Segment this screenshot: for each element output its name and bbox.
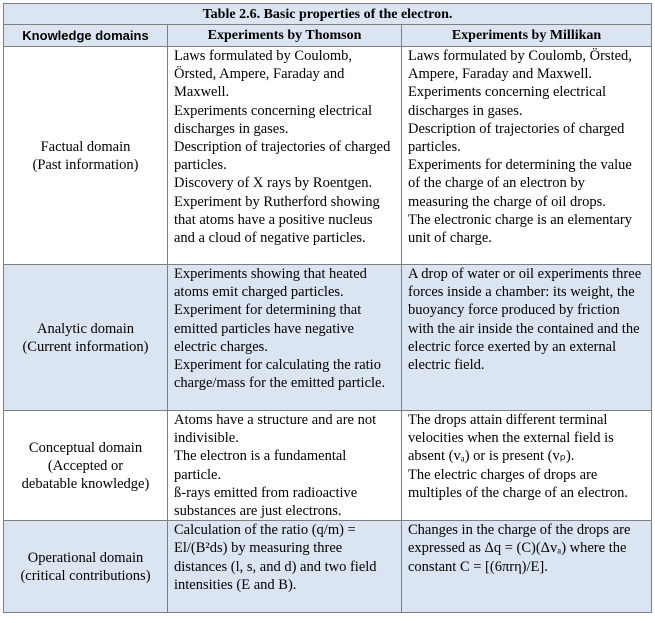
cell-paragraph: Description of trajectories of charged particles. [408, 120, 625, 156]
cell-paragraph: The drops attain different terminal velocities when the external field is absent (vₐ) or is present (vₚ). [408, 412, 614, 465]
cell-paragraph: Experiments concerning electrical discharges in gases. [408, 84, 607, 119]
cell-paragraph: ß-rays emitted from radioactive substances are just electrons. [174, 484, 358, 520]
domain-subtitle: (critical contributions) [20, 567, 151, 584]
cell-paragraph: Calculation of the ratio (q/m) = El/(B²ds) by measuring three distances (l, s, and d) and two field intensities (E and B). [174, 522, 377, 593]
domain-cell [4, 47, 168, 265]
domain-subtitle: (Past information) [32, 156, 139, 173]
cell-paragraph: The electric charges of drops are multiples of the charge of an electron. [408, 466, 628, 501]
cell-paragraph: Experiments concerning electrical discharges in gases. [174, 102, 373, 137]
table-row [4, 521, 652, 613]
domain-title: Factual domain [40, 138, 131, 155]
millikan-cell [402, 411, 652, 521]
domain-title: Conceptual domain [28, 439, 143, 456]
header-millikan: Experiments by Millikan [402, 25, 652, 47]
header-thomson: Experiments by Thomson [168, 25, 402, 47]
cell-paragraph: Laws formulated by Coulomb, Örsted, Ampere, Faraday and Maxwell. [174, 48, 353, 101]
domain-subtitle: (Accepted or [47, 457, 124, 474]
domain-subtitle: debatable knowledge) [21, 475, 150, 492]
domain-title: Analytic domain [36, 320, 135, 337]
table-container [3, 3, 651, 613]
table-row [4, 265, 652, 411]
cell-paragraph: The electron is a fundamental particle. [174, 448, 347, 483]
cell-paragraph: The electronic charge is an elementary unit of charge. [408, 211, 632, 247]
table-row [4, 47, 652, 265]
header-knowledge-domains: Knowledge domains [4, 25, 168, 47]
cell-paragraph: Experiment for calculating the ratio charge/mass for the emitted particle. [174, 357, 386, 392]
thomson-cell [168, 411, 402, 521]
cell-paragraph: Discovery of X rays by Roentgen. [174, 175, 373, 192]
electron-properties-table [3, 3, 652, 613]
domain-cell [4, 521, 168, 613]
domain-title: Operational domain [27, 549, 144, 566]
millikan-cell [402, 47, 652, 265]
domain-subtitle: (Current information) [22, 338, 149, 355]
cell-paragraph: Changes in the charge of the drops are expressed as Δq = (C)(Δvₐ) where the constant C = [(6πrη)/E]. [408, 522, 631, 575]
thomson-cell [168, 521, 402, 613]
cell-paragraph: Atoms have a structure and are not indivisible. [174, 412, 377, 447]
table-caption: Table 2.6. Basic properties of the electron. [4, 4, 652, 25]
cell-paragraph: Experiments showing that heated atoms emit charged particles. [174, 266, 367, 301]
domain-cell [4, 411, 168, 521]
millikan-cell [402, 265, 652, 411]
cell-paragraph: Laws formulated by Coulomb, Örsted, Ampere, Faraday and Maxwell. [408, 48, 632, 83]
cell-paragraph: Experiment by Rutherford showing that atoms have a positive nucleus and a cloud of negative particles. [174, 193, 380, 247]
thomson-cell [168, 47, 402, 265]
cell-paragraph: Experiments for determining the value of the charge of an electron by measuring the charge of oil drops. [408, 157, 632, 210]
millikan-cell [402, 521, 652, 613]
cell-paragraph: A drop of water or oil experiments three forces inside a chamber: its weight, the buoyancy force produced by friction with the air inside the contained and the electric force exerted by an external electric field. [408, 266, 642, 374]
cell-paragraph: Experiment for determining that emitted particles have negative electric charges. [174, 302, 362, 355]
domain-cell [4, 265, 168, 411]
thomson-cell [168, 265, 402, 411]
cell-paragraph: Description of trajectories of charged particles. [174, 139, 391, 174]
table-row [4, 411, 652, 521]
